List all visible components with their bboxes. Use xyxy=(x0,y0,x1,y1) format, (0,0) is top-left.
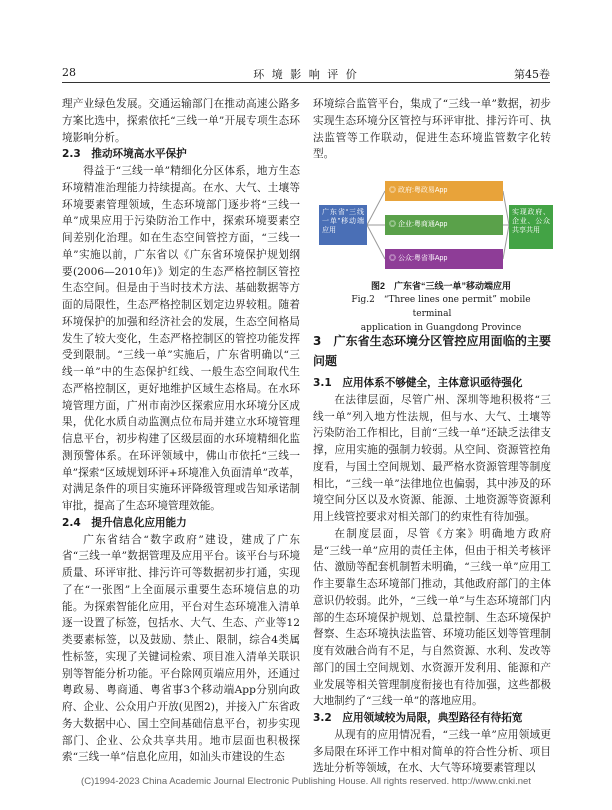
section-heading: 3.1 应用体系不够健全，主体意识亟待强化 xyxy=(313,377,523,389)
figure-app-enterprise: ◎ 企业:粤商通App xyxy=(385,215,503,235)
figure-2 xyxy=(313,165,551,333)
right-column-intro: 环境综合监管平台，集成了“三线一单”数据，初步实现生态环境分区管控与环评审批、排污许可、执法监管等工作联动，促进生态环境监管数字化转型。 xyxy=(313,98,551,161)
section-heading: 3.2 应用领域较为局限，典型路径有待拓宽 xyxy=(313,712,523,724)
header-rule xyxy=(62,82,550,83)
body-paragraph: 在法律层面，尽管广州、深圳等地积极将“三线一单”列入地方性法规，但与水、大气、土壤等污染防治工作相比，目前“三线一单”还缺乏法律支撑，应用实施的强制力较弱。从空间、资源管控角度看，与国土空间规划、最严格水资源管理等制度相比，“三线一单”法律地位也偏弱，其中涉及的环境空间分区以及水资源、能源、土地资源等资源利用上线管控要求对相关部门的约束性有待加强。 xyxy=(313,393,551,523)
figure-caption-cn: 图2 广东省“三线一单”移动端应用 xyxy=(370,281,511,291)
copyright-footer: (C)1994-2023 China Academic Journal Electronic Publishing House. All rights reserved. http://www.cnki.net xyxy=(81,776,531,787)
page-number: 28 xyxy=(62,66,76,79)
journal-title: 环 境 影 响 评 价 xyxy=(253,68,359,81)
right-column xyxy=(313,96,551,777)
chapter-heading: 3 广东省生态环境分区管控应用面临的主要问题 xyxy=(313,334,551,368)
section-heading: 2.4 提升信息化应用能力 xyxy=(62,516,187,529)
left-column xyxy=(62,96,300,766)
volume-label: 第45卷 xyxy=(514,68,550,81)
figure-source-box: 广东省“三线一单”移动端应用 xyxy=(319,205,367,245)
figure-caption-en-2: application in Guangdong Province xyxy=(360,323,522,333)
body-paragraph: 广东省结合“数字政府”建设，建成了广东省“三线一单”数据管理及应用平台。该平台与环境质量、环评审批、排污许可等数据初步打通，实现了在“一张图”上全面展示重要生态环境信息的功能。为探索智能化应用，平台对生态环境准入清单逐一设置了标签，包括水、大气、生态、产业等12类要素标签，以及鼓励、禁止、限制，综合4类属性标签，实现了关键词检索、项目准入清单关联识别等智能分析功能。平台除网页端应用外，还通过粤政易、粤商通、粤省事3个移动端App分别向政府、企业、公众用户开放(见图2)，并接入广东省政务大数据中心、国土空间基础信息平台，初步实现部门、企业、公众共享共用。地市层面也积极探索“三线一单”信息化应用，如汕头市建设的生态 xyxy=(62,533,300,764)
body-paragraph: 理产业绿色发展。交通运输部门在推动高速公路多方案比选中，探索依托“三线一单”开展专项生态环境影响分析。 xyxy=(62,98,300,144)
figure-result-box: 实现政府、企业、公众共享共用 xyxy=(509,205,553,249)
body-paragraph: 在制度层面，尽管《方案》明确地方政府是“三线一单”应用的责任主体，但由于相关考核评估、激励等配套机制暂未明确，“三线一单”应用工作主要靠生态环境部门推动，其他政府部门的主体意识仍较弱。此外，“三线一单”与生态环境部门内部的生态环境保护规划、总量控制、生态环境保护督察、生态环境执法监管、环境功能区划等管理制度有效融合尚有不足，与自然资源、水利、发改等部门的国土空间规划、水资源开发利用、能源和产业发展等相关管理制度衔接也有待加强，这些都极大地制约了“三线一单”的落地应用。 xyxy=(313,527,551,708)
section-heading: 2.3 推动环境高水平保护 xyxy=(62,148,187,161)
figure-app-public: ◎ 公众:粤省事App xyxy=(385,249,503,269)
body-paragraph: 从现有的应用情况看，“三线一单”应用领域更多局限在环评工作中相对简单的符合性分析、项目选址分析等领域，在水、大气等环境要素管理以 xyxy=(313,728,551,775)
right-column-body xyxy=(313,331,551,777)
body-paragraph: 得益于“三线一单”精细化分区体系，地方生态环境精准治理能力持续提高。在水、大气、土壤等环境要素管理领域，生态环境部门逐步将“三线一单”成果应用于污染防治工作中，探索环境要素空间差别化治理。如在生态空间管控方面，“三线一单”实施以前，广东省以《广东省环境保护规划纲要(2006—2010年)》划定的生态严格控制区管控生态空间。但是由于当时技术方法、基础数据等方面的局限性，生态严格控制区划定边界较粗。随着环境保护的加强和经济社会的发展，生态空间格局发生了较大变化，生态严格控制区的管控功能发挥受到限制。“三线一单”实施后，广东省明确以“三线一单”中的生态保护红线、一般生态空间取代生态严格控制区，更好地维护区域生态格局。在水环境管理方面，广州市南沙区探索应用水环境分区成果，优化水质自动监测点位布局并建立水环境管理信息平台，初步构建了区级层面的水环境精细化监测预警体系。在环评领域中，佛山市依托“三线一单”探索“区域规划环评+环境准入负面清单”改革，对满足条件的项目实施环评降级管理或告知承诺制审批，提高了生态环境管理效能。 xyxy=(62,165,300,512)
figure-caption-en-1: Fig.2 “Three lines one permit” mobile terminal xyxy=(351,295,531,319)
figure-app-government: ◎ 政府:粤政易App xyxy=(385,181,503,201)
